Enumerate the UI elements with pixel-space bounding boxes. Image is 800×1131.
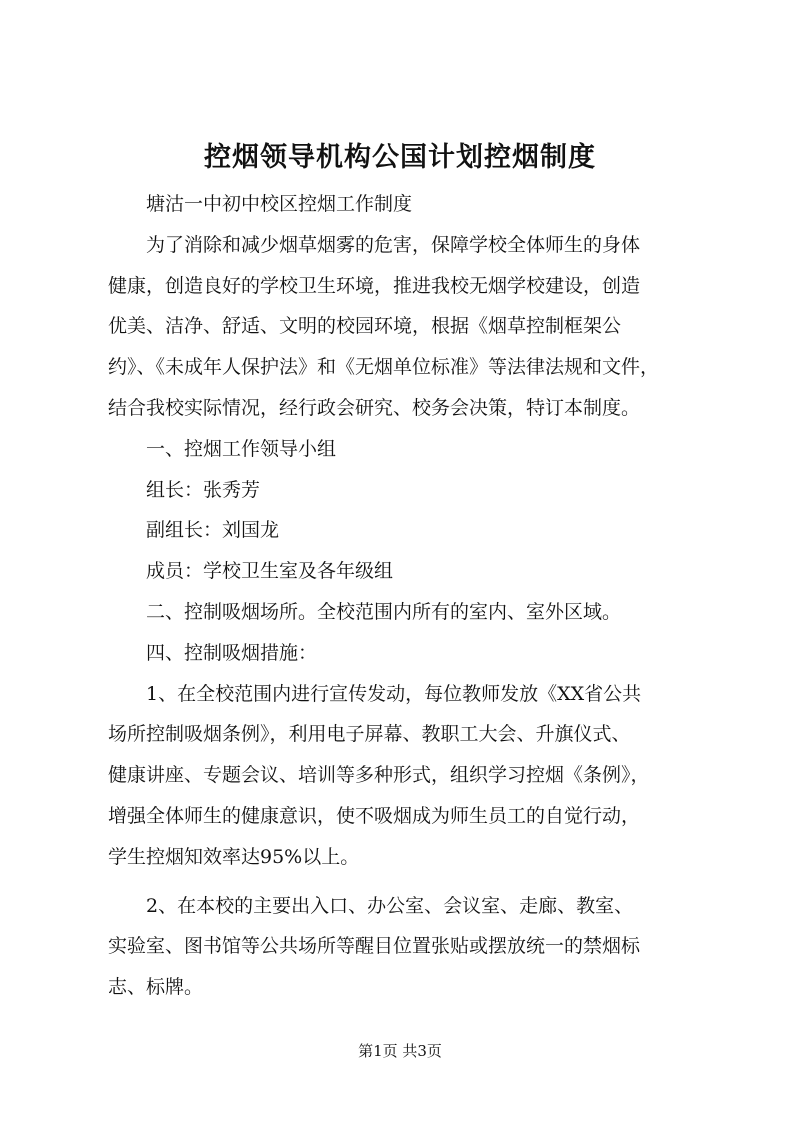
subtitle: 塘沽一中初中校区控烟工作制度 bbox=[146, 193, 413, 215]
document-body bbox=[108, 184, 708, 1008]
paragraph-gap bbox=[108, 878, 708, 886]
measure1-paragraph bbox=[108, 674, 708, 878]
page-footer: 第1页 共3页 bbox=[358, 1042, 442, 1060]
members-line: 成员：学校卫生室及各年级组 bbox=[146, 560, 394, 583]
measure2-paragraph bbox=[108, 886, 708, 1008]
deputy-leader-line: 副组长：刘国龙 bbox=[146, 519, 280, 542]
paragraph-line: 志、标牌。 bbox=[108, 976, 204, 999]
paragraph-line: 为了消除和减少烟草烟雾的危害，保障学校全体师生的身体 bbox=[146, 233, 641, 256]
paragraph-line: 健康，创造良好的学校卫生环境，推进我校无烟学校建设，创造 bbox=[108, 274, 641, 297]
leader-line: 组长：张秀芳 bbox=[146, 478, 261, 501]
paragraph-line: 约》、《未成年人保护法》和《无烟单位标准》等法律法规和文件， bbox=[108, 356, 660, 379]
section1-heading: 一、控烟工作领导小组 bbox=[146, 437, 337, 460]
paragraph-line: 2、在本校的主要出入口、办公室、会议室、走廊、教室、 bbox=[146, 894, 634, 917]
section4-heading: 四、控制吸烟措施： bbox=[146, 641, 318, 664]
paragraph-line: 优美、洁净、舒适、文明的校园环境，根据《烟草控制框架公 bbox=[108, 315, 622, 338]
intro-paragraph bbox=[108, 225, 708, 429]
paragraph-line: 健康讲座、专题会议、培训等多种形式，组织学习控烟《条例》， bbox=[108, 764, 650, 787]
paragraph-line: 增强全体师生的健康意识，使不吸烟成为师生员工的自觉行动， bbox=[108, 804, 641, 827]
document-title: 控烟领导机构公国计划控烟制度 bbox=[204, 142, 596, 173]
paragraph-line: 结合我校实际情况，经行政会研究、校务会决策，特订本制度。 bbox=[108, 396, 641, 419]
paragraph-line: 实验室、图书馆等公共场所等醒目位置张贴或摆放统一的禁烟标 bbox=[108, 935, 641, 958]
paragraph-line: 学生控烟知效率达95%以上。 bbox=[108, 845, 360, 868]
section2-paragraph: 二、控制吸烟场所。全校范围内所有的室内、室外区域。 bbox=[146, 600, 622, 623]
paragraph-line: 1、在全校范围内进行宣传发动，每位教师发放《XX省公共 bbox=[146, 682, 642, 705]
paragraph-line: 场所控制吸烟条例》，利用电子屏幕、教职工大会、升旗仪式、 bbox=[108, 723, 631, 746]
